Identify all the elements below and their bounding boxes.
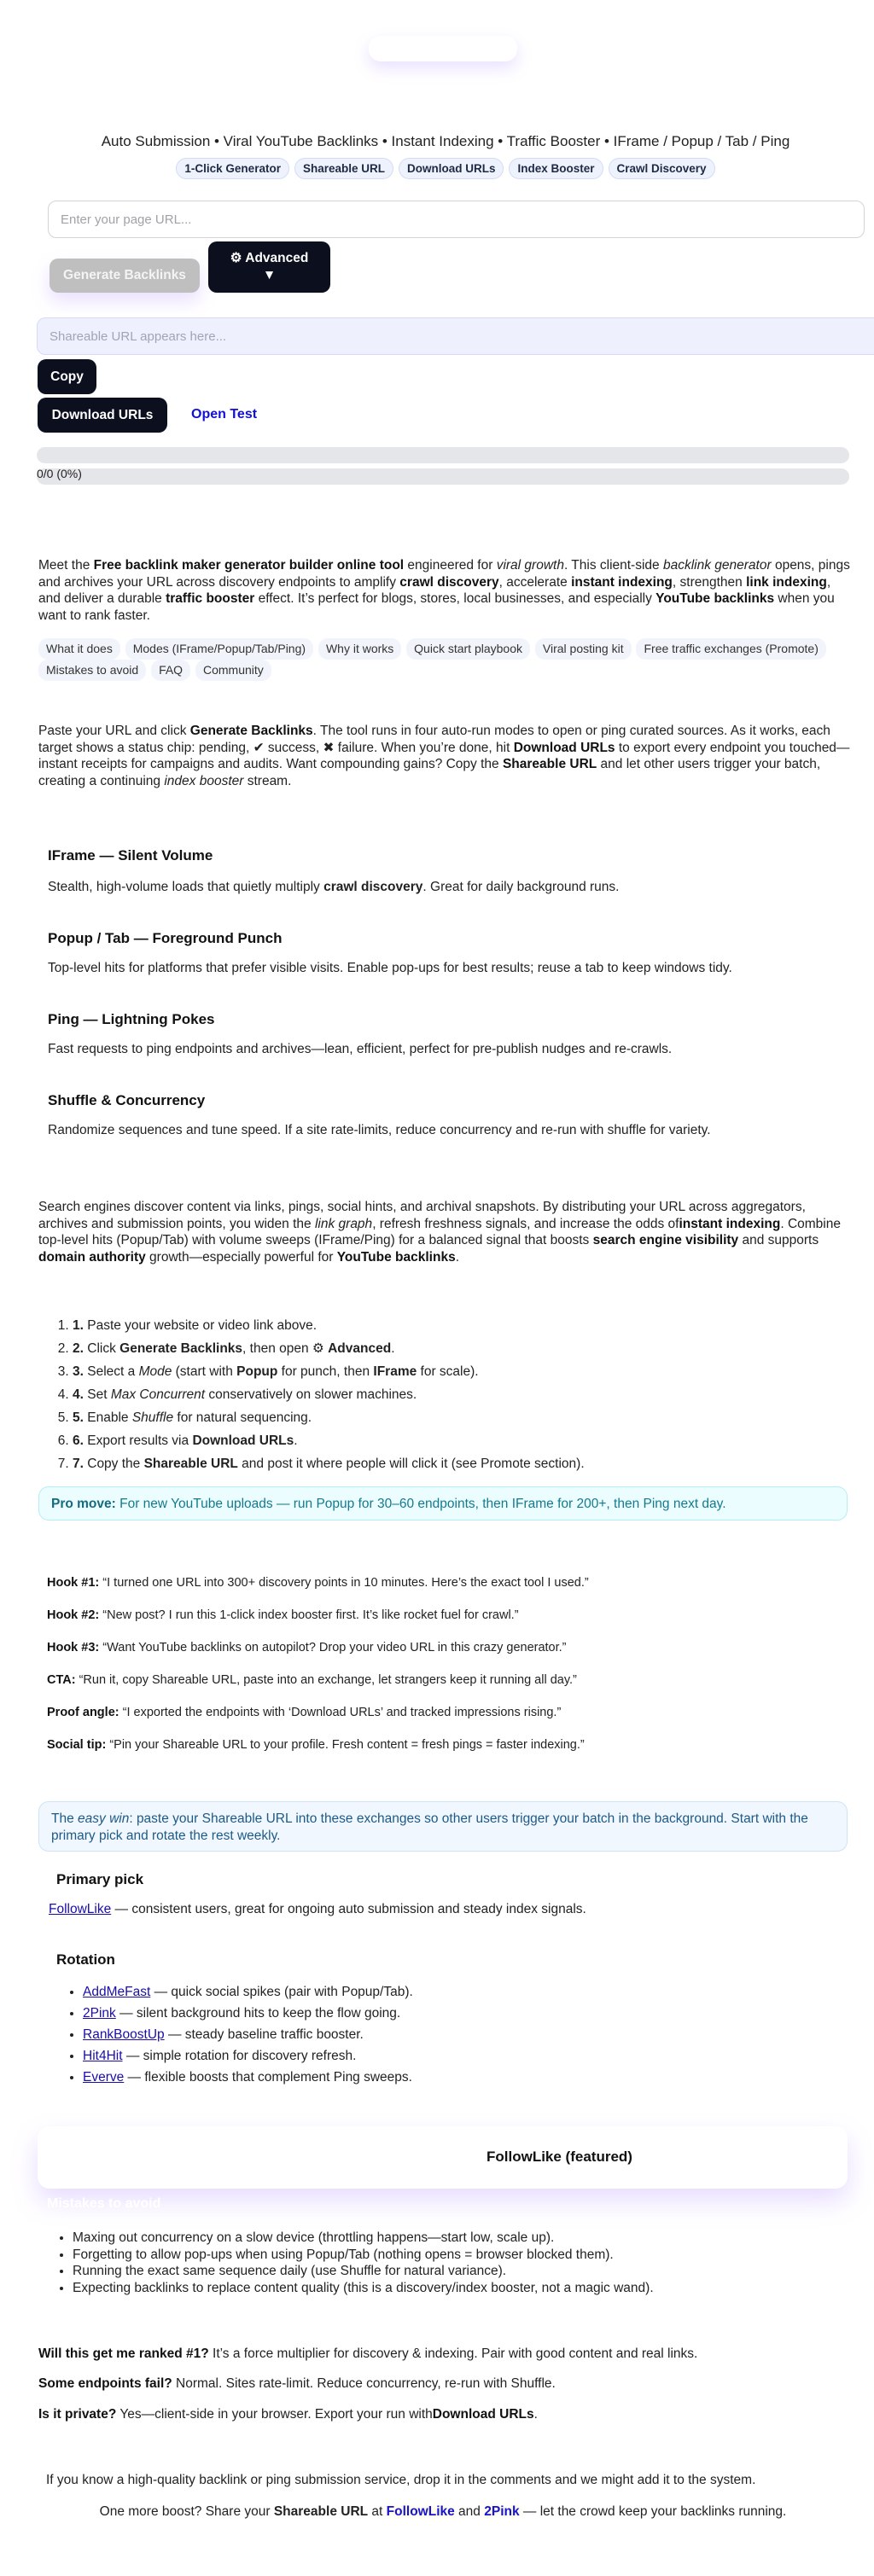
rotation-item: [83, 2024, 413, 2045]
mistakes-heading: Mistakes to avoid: [47, 2196, 161, 2211]
feature-chip: Download URLs: [399, 158, 504, 179]
bold-text: 3.: [73, 1364, 84, 1379]
nav-chip-promote[interactable]: Free traffic exchanges (Promote): [636, 638, 825, 660]
rotation-desc: — quick social spikes (pair with Popup/Tab).: [150, 1985, 413, 1999]
text: conservatively on slower machines.: [205, 1387, 417, 1402]
text: Paste your website or video link above.: [83, 1318, 318, 1333]
text: and supports: [738, 1233, 819, 1247]
text: Click: [83, 1341, 120, 1356]
bold-text: Some endpoints fail?: [38, 2376, 172, 2391]
text: .: [455, 1249, 460, 1265]
mistake-item: • Maxing out concurrency on a slow device (throttling happens—start low, scale up).: [73, 2230, 654, 2247]
feature-chips: [0, 158, 874, 179]
progress-track: [37, 468, 849, 485]
text: .: [533, 2407, 538, 2422]
bold-text: Will this get me ranked #1?: [38, 2346, 209, 2361]
rotation-item: [83, 2067, 413, 2088]
text: Search engines discover content via links, pings, social hints, and archival snapshots. By distributing your URL across aggregators, archives and submission points, you widen the: [38, 1200, 806, 1231]
bold-text: domain authority: [38, 1249, 146, 1265]
hook-label: Hook #1:: [47, 1576, 100, 1590]
text: , accelerate: [498, 574, 572, 590]
hook-label: Social tip:: [47, 1738, 107, 1752]
bold-text: 2.: [73, 1341, 84, 1356]
bold-text: Shareable URL: [502, 757, 597, 771]
text: and post it where people will click it (see Promote section).: [237, 1457, 585, 1471]
mistake-item: • Running the exact same sequence daily (use Shuffle for natural variance).: [73, 2263, 654, 2280]
text: Stealth, high-volume loads that quietly multiply: [48, 880, 324, 894]
addmefast-link[interactable]: AddMeFast: [83, 1985, 151, 1999]
page-url-input[interactable]: [48, 201, 865, 238]
text: .: [294, 1433, 298, 1448]
italic-text: backlink generator: [662, 558, 772, 573]
mode-description: [48, 880, 619, 895]
nav-chip-what-it-does[interactable]: What it does: [38, 638, 120, 660]
why-it-works-paragraph: [38, 1199, 854, 1265]
text: for natural sequencing.: [173, 1410, 312, 1425]
final-cta: [0, 2504, 874, 2520]
hook-line: [47, 1576, 589, 1590]
text: The: [51, 1811, 79, 1826]
step-item: [73, 1314, 585, 1337]
hook-text: “Want YouTube backlinks on autopilot? Drop your video URL in this crazy generator.”: [99, 1641, 567, 1654]
text: , strengthen: [672, 574, 747, 590]
bold-text: Popup: [236, 1364, 278, 1379]
hook-label: CTA:: [47, 1673, 76, 1687]
section-nav: [38, 638, 858, 681]
text: (start with: [172, 1364, 237, 1379]
text: Select a: [83, 1364, 139, 1379]
primary-pick-heading: Primary pick: [56, 1871, 144, 1887]
text: when you want to rank faster.: [38, 591, 835, 623]
italic-text: Shuffle: [131, 1410, 174, 1425]
bold-text: Download URLs: [432, 2407, 534, 2422]
nav-chip-modes[interactable]: Modes (IFrame/Popup/Tab/Ping): [125, 638, 313, 660]
everve-link[interactable]: Everve: [83, 2070, 125, 2085]
text: , and deliver a durable: [38, 574, 831, 606]
rotation-list: [51, 1981, 413, 2088]
hook-label: Proof angle:: [47, 1706, 119, 1719]
bold-text: 5.: [73, 1410, 84, 1425]
bold-text: IFrame: [373, 1364, 417, 1379]
text: .: [391, 1341, 395, 1356]
mode-description: [48, 1042, 672, 1057]
text: , then open ⚙: [242, 1341, 329, 1356]
text: Export results via: [83, 1433, 193, 1448]
bold-text: Download URLs: [192, 1433, 294, 1448]
hook-label: Hook #3:: [47, 1641, 100, 1654]
rotation-heading: Rotation: [56, 1951, 115, 1968]
text: Paste your URL and click: [38, 724, 190, 738]
bold-text: crawl discovery: [323, 880, 423, 894]
hook-text: “Run it, copy Shareable URL, paste into an exchange, let strangers keep it running all day.”: [75, 1673, 577, 1687]
italic-text: Max Concurrent: [110, 1387, 206, 1402]
download-urls-button[interactable]: Download URLs: [38, 398, 167, 433]
primary-pick-desc: — consistent users, great for ongoing auto submission and steady index signals.: [111, 1902, 586, 1916]
step-item: [73, 1383, 585, 1406]
mode-heading: Ping — Lightning Pokes: [48, 1011, 215, 1027]
followlike-link[interactable]: FollowLike: [49, 1902, 112, 1916]
rotation-desc: — simple rotation for discovery refresh.: [122, 2049, 357, 2063]
step-item: [73, 1337, 585, 1360]
rotation-desc: — flexible boosts that complement Ping sweeps.: [124, 2070, 412, 2085]
hook-text: “Pin your Shareable URL to your profile. Fresh content = fresh pings = faster indexing.”: [106, 1738, 585, 1752]
nav-chip-community[interactable]: Community: [195, 660, 271, 681]
text: Normal. Sites rate-limit. Reduce concurrency, re-run with Shuffle.: [172, 2376, 556, 2391]
bold-text: 6.: [73, 1433, 84, 1448]
bold-text: YouTube backlinks: [336, 1249, 456, 1265]
bold-text: traffic booster: [166, 591, 255, 606]
caret-down-icon: ▼: [262, 268, 277, 282]
bold-text: 1.: [73, 1318, 84, 1333]
text: Randomize sequences and tune speed. If a site rate-limits, reduce concurrency and re-run with shuffle for variety.: [48, 1123, 711, 1137]
hook-line: [47, 1738, 585, 1752]
italic-text: link graph: [314, 1216, 373, 1231]
text: to export every endpoint you touched—instant receipts for campaigns and audits. Want compounding gains? Copy the: [38, 740, 850, 771]
bold-text: Free backlink maker generator builder online tool: [93, 558, 405, 573]
feature-chip: Index Booster: [509, 158, 603, 179]
hook-line: [47, 1608, 519, 1622]
nav-chip-mistakes[interactable]: Mistakes to avoid: [38, 660, 146, 681]
text: and let other users trigger your batch, creating a continuing: [38, 757, 821, 788]
nav-chip-why-it-works[interactable]: Why it works: [318, 638, 401, 660]
step-item: [73, 1429, 585, 1452]
featured-card-title: FollowLike (featured): [487, 2149, 632, 2165]
nav-chip-viral-kit[interactable]: Viral posting kit: [535, 638, 632, 660]
bold-text: Shareable URL: [143, 1457, 238, 1471]
mode-heading: IFrame — Silent Volume: [48, 847, 213, 864]
text: Meet the: [38, 558, 94, 573]
rotation-item: [83, 2003, 413, 2024]
mode-description: [48, 1123, 711, 1138]
bold-text: link indexing: [746, 574, 827, 590]
rankboostup-link[interactable]: RankBoostUp: [83, 2027, 165, 2042]
text: Top-level hits for platforms that prefer visible visits. Enable pop-ups for best results; reuse a tab to keep windows tidy.: [48, 961, 732, 975]
mistake-item: • Expecting backlinks to replace content quality (this is a discovery/index booster, not a magic wand).: [73, 2280, 654, 2297]
text: . Combine top-level hits (Popup/Tab) with volume sweeps (IFrame/Ping) for a balanced signal that boosts: [38, 1216, 841, 1247]
advanced-toggle-button[interactable]: [208, 241, 330, 293]
bold-text: crawl discovery: [399, 574, 499, 590]
tagline: Auto Submission • Viral YouTube Backlinks • Instant Indexing • Traffic Booster • IFrame / Popup / Tab / Ping: [101, 133, 790, 149]
text: effect. It’s perfect for blogs, stores, local businesses, and especially: [254, 591, 656, 606]
rotation-item: [83, 2045, 413, 2067]
bold-text: Is it private?: [38, 2407, 117, 2422]
text: Set: [83, 1387, 111, 1402]
hook-text: “I turned one URL into 300+ discovery points in 10 minutes. Here’s the exact tool I used.”: [99, 1576, 589, 1590]
bold-text: Advanced: [328, 1341, 392, 1356]
text: engineered for: [404, 558, 497, 573]
featured-card[interactable]: [38, 2126, 848, 2189]
mistake-item: • Forgetting to allow pop-ups when using Popup/Tab (nothing opens = browser blocked them).: [73, 2247, 654, 2264]
text: opens, pings and archives your URL across discovery endpoints to amplify: [38, 558, 850, 590]
step-item: [73, 1360, 585, 1383]
text: growth—especially powerful for: [145, 1249, 337, 1265]
bold-text: instant indexing: [679, 1216, 781, 1231]
italic-text: Mode: [138, 1364, 172, 1379]
text: for scale).: [417, 1364, 479, 1379]
community-note: If you know a high-quality backlink or ping submission service, drop it in the comments and we might add it to the system.: [46, 2473, 756, 2487]
text: and: [454, 2504, 485, 2519]
what-it-does-paragraph: [38, 723, 854, 789]
text: . Great for daily background runs.: [422, 880, 620, 894]
hook-line: [47, 1641, 567, 1654]
progress-bar: [37, 447, 849, 463]
rotation-desc: — silent background hits to keep the flow going.: [115, 2006, 401, 2021]
bold-text: YouTube backlinks: [656, 591, 775, 606]
primary-pick-line: [49, 1902, 586, 1917]
2pink-link[interactable]: 2Pink: [83, 2006, 116, 2021]
bold-text: Download URLs: [513, 740, 615, 755]
text: One more boost? Share your: [99, 2504, 274, 2519]
italic-text: easy win: [78, 1811, 130, 1826]
text: It’s a force multiplier for discovery & indexing. Pair with good content and real links.: [208, 2346, 698, 2361]
bold-text: 7.: [73, 1457, 84, 1471]
text: For new YouTube uploads — run Popup for 30–60 endpoints, then IFrame for 200+, then Ping next day.: [115, 1497, 726, 1511]
progress-text: 0/0 (0%): [37, 467, 82, 480]
feature-chip: Crawl Discovery: [609, 158, 715, 179]
copy-button[interactable]: Copy: [38, 359, 96, 394]
text: . This client-side: [563, 558, 663, 573]
nav-chip-faq[interactable]: FAQ: [151, 660, 190, 681]
step-item: [73, 1452, 585, 1475]
text: Fast requests to ping endpoints and archives—lean, efficient, perfect for pre-publish nudges and re-crawls.: [48, 1042, 673, 1056]
nav-chip-quick-start[interactable]: Quick start playbook: [406, 638, 530, 660]
feature-chip: 1-Click Generator: [176, 158, 289, 179]
easy-win-callout: [38, 1801, 848, 1852]
text: , refresh freshness signals, and increase the odds of: [372, 1216, 679, 1231]
mode-heading: Popup / Tab — Foreground Punch: [48, 930, 283, 946]
mistakes-list: [38, 2230, 654, 2296]
rotation-item: [83, 1981, 413, 2003]
shareable-url-field[interactable]: [37, 317, 874, 355]
bold-text: Pro move:: [51, 1497, 116, 1511]
intro-paragraph: [38, 557, 854, 624]
bold-text: search engine visibility: [592, 1233, 739, 1247]
open-test-link[interactable]: Open Test: [191, 407, 258, 422]
bold-text: Generate Backlinks: [119, 1341, 243, 1356]
followlike-link[interactable]: FollowLike: [386, 2504, 455, 2519]
mode-heading: Shuffle & Concurrency: [48, 1092, 206, 1108]
bold-text: instant indexing: [571, 574, 673, 590]
text: for punch, then: [277, 1364, 374, 1379]
text: . The tool runs in four auto-run modes to open or ping curated sources. As it works, each target shows a status chip: pending, ✔ success, ✖ failure. When you’re done, hit: [38, 724, 830, 755]
2pink-link[interactable]: 2Pink: [484, 2504, 520, 2519]
quick-start-steps: [38, 1314, 585, 1475]
hook-text: “I exported the endpoints with ‘Download URLs’ and tracked impressions rising.”: [119, 1706, 562, 1719]
text: : paste your Shareable URL into these exchanges so other users trigger your batch in the background. Start with the primary pick and rotate the rest weekly.: [51, 1811, 808, 1843]
pro-move-callout: [38, 1486, 848, 1521]
advanced-label: ⚙ Advanced: [230, 251, 309, 265]
faq-item: [38, 2407, 538, 2422]
bold-text: Shareable URL: [273, 2504, 369, 2519]
faq-item: [38, 2376, 556, 2392]
generate-backlinks-button[interactable]: Generate Backlinks: [50, 259, 200, 293]
text: Yes—client-side in your browser. Export your run with: [116, 2407, 433, 2422]
hook-text: “New post? I run this 1-click index booster first. It’s like rocket fuel for crawl.”: [99, 1608, 519, 1622]
text: — let the crowd keep your backlinks running.: [519, 2504, 787, 2519]
italic-text: index booster: [164, 773, 244, 788]
bold-text: 4.: [73, 1387, 84, 1402]
feature-chip: Shareable URL: [294, 158, 393, 179]
mode-description: [48, 961, 732, 976]
text: at: [368, 2504, 387, 2519]
step-item: [73, 1406, 585, 1429]
faq-item: [38, 2346, 697, 2362]
bold-text: Generate Backlinks: [189, 724, 313, 738]
hook-line: [47, 1706, 561, 1719]
top-logo-pill: [369, 36, 517, 61]
hit4hit-link[interactable]: Hit4Hit: [83, 2049, 123, 2063]
hook-line: [47, 1673, 577, 1687]
text: Copy the: [83, 1457, 144, 1471]
italic-text: viral growth: [496, 558, 564, 573]
hook-label: Hook #2:: [47, 1608, 100, 1622]
text: stream.: [243, 773, 292, 788]
rotation-desc: — steady baseline traffic booster.: [164, 2027, 364, 2042]
text: Enable: [83, 1410, 132, 1425]
